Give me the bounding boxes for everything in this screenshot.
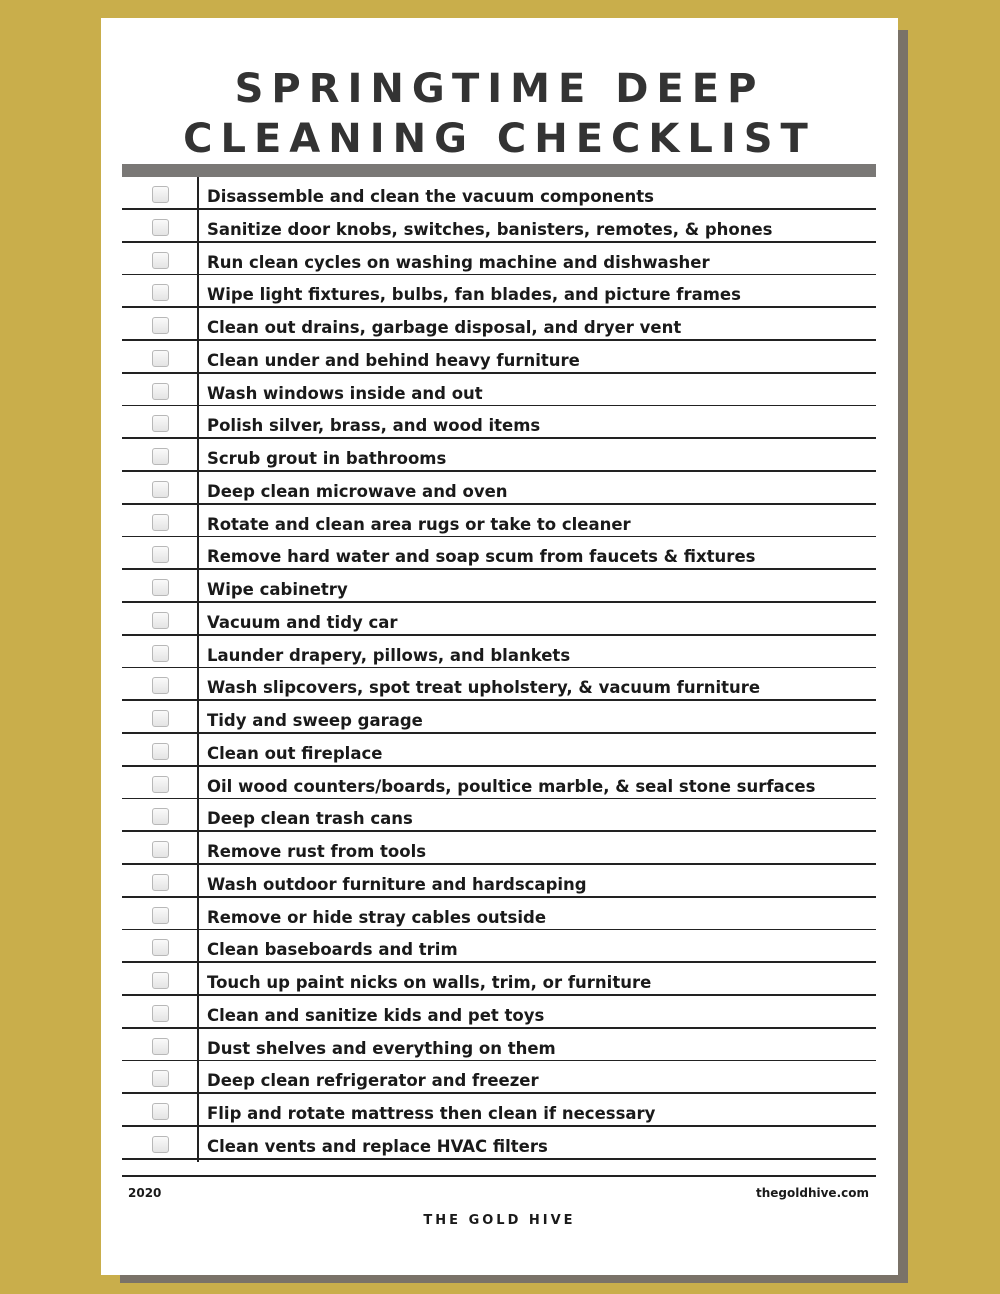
checklist-item-label: Rotate and clean area rugs or take to cleaner	[207, 514, 631, 534]
checklist-item	[122, 374, 876, 407]
checkbox[interactable]	[152, 1136, 169, 1153]
checklist-item	[122, 439, 876, 472]
checklist-item-label: Oil wood counters/boards, poultice marble, & seal stone surfaces	[207, 776, 816, 796]
checklist-item	[122, 406, 876, 439]
checkbox[interactable]	[152, 284, 169, 301]
checklist-item	[122, 505, 876, 538]
checkbox[interactable]	[152, 219, 169, 236]
checkbox[interactable]	[152, 383, 169, 400]
checklist-item-label: Deep clean refrigerator and freezer	[207, 1071, 539, 1091]
table-header-bar	[122, 164, 876, 177]
checkbox[interactable]	[152, 645, 169, 662]
checklist-item-label: Wash slipcovers, spot treat upholstery, & vacuum furniture	[207, 678, 761, 698]
checklist-item-label: Disassemble and clean the vacuum components	[207, 187, 654, 206]
checkbox[interactable]	[152, 841, 169, 858]
checklist-item	[122, 832, 876, 865]
checkbox[interactable]	[152, 448, 169, 465]
checklist-item-label: Launder drapery, pillows, and blankets	[207, 645, 571, 665]
checklist-item-label: Scrub grout in bathrooms	[207, 449, 447, 468]
checklist-item	[122, 537, 876, 570]
checklist-item	[122, 701, 876, 734]
checkbox[interactable]	[152, 677, 169, 694]
checklist-item	[122, 865, 876, 898]
checklist-item-label: Polish silver, brass, and wood items	[207, 416, 541, 436]
checklist-item	[122, 996, 876, 1029]
checkbox[interactable]	[152, 808, 169, 825]
row-rule	[122, 1158, 876, 1160]
checklist-item-label: Tidy and sweep garage	[207, 711, 423, 730]
checkbox[interactable]	[152, 186, 169, 203]
checkbox[interactable]	[152, 350, 169, 367]
checklist-item	[122, 603, 876, 636]
checklist-item	[122, 1061, 876, 1094]
footer-divider	[122, 1175, 876, 1177]
checklist-item-label: Clean baseboards and trim	[207, 940, 458, 960]
checklist-item	[122, 898, 876, 931]
checkbox[interactable]	[152, 776, 169, 793]
checklist-item-label: Remove hard water and soap scum from faucets & fixtures	[207, 547, 756, 567]
checkbox[interactable]	[152, 1005, 169, 1022]
checklist-item	[122, 1029, 876, 1062]
checklist-item-label: Clean out fireplace	[207, 743, 383, 763]
checklist-item	[122, 963, 876, 996]
checklist-item-label: Remove or hide stray cables outside	[207, 907, 547, 927]
checkbox[interactable]	[152, 1070, 169, 1087]
checklist-item-label: Clean out drains, garbage disposal, and dryer vent	[207, 318, 682, 337]
checkbox[interactable]	[152, 252, 169, 269]
checklist-item	[122, 243, 876, 276]
checklist-item-label: Wash windows inside and out	[207, 383, 483, 403]
checklist-item-label: Run clean cycles on washing machine and dishwasher	[207, 252, 710, 272]
checklist-item-label: Touch up paint nicks on walls, trim, or furniture	[207, 973, 652, 992]
checklist-item-label: Flip and rotate mattress then clean if necessary	[207, 1104, 656, 1123]
checklist-item-label: Wipe cabinetry	[207, 580, 348, 599]
footer-brand: THE GOLD HIVE	[423, 1213, 576, 1228]
checkbox[interactable]	[152, 874, 169, 891]
checklist-item	[122, 930, 876, 963]
checkbox[interactable]	[152, 317, 169, 334]
checkbox[interactable]	[152, 514, 169, 531]
checklist-item	[122, 308, 876, 341]
checklist-item	[122, 210, 876, 243]
page-title-line-1: SPRINGTIME DEEP	[234, 66, 765, 112]
checklist-page	[101, 18, 898, 1275]
checklist-item-label: Sanitize door knobs, switches, banisters, remotes, & phones	[207, 219, 773, 239]
checklist-item-label: Remove rust from tools	[207, 842, 427, 861]
checkbox[interactable]	[152, 481, 169, 498]
checklist-item-label: Deep clean trash cans	[207, 809, 413, 829]
checkbox[interactable]	[152, 415, 169, 432]
checkbox[interactable]	[152, 939, 169, 956]
checklist-item	[122, 636, 876, 669]
checklist-item-label: Clean and sanitize kids and pet toys	[207, 1005, 545, 1025]
checkbox[interactable]	[152, 743, 169, 760]
checklist-item-label: Vacuum and tidy car	[207, 612, 398, 632]
checkbox[interactable]	[152, 972, 169, 989]
checklist-item	[122, 799, 876, 832]
checklist-item-label: Clean vents and replace HVAC filters	[207, 1136, 548, 1156]
checklist-item	[122, 472, 876, 505]
checklist-item-label: Clean under and behind heavy furniture	[207, 350, 580, 370]
checkbox[interactable]	[152, 907, 169, 924]
checklist-item-label: Dust shelves and everything on them	[207, 1038, 556, 1058]
footer-website: thegoldhive.com	[756, 1186, 869, 1200]
checkbox[interactable]	[152, 546, 169, 563]
checklist-item	[122, 734, 876, 767]
checklist-item	[122, 177, 876, 210]
checklist-item	[122, 275, 876, 308]
checkbox[interactable]	[152, 1103, 169, 1120]
checklist	[122, 177, 876, 1160]
checklist-item	[122, 341, 876, 374]
checklist-item-label: Deep clean microwave and oven	[207, 481, 508, 501]
checklist-item	[122, 1094, 876, 1127]
checklist-item	[122, 668, 876, 701]
page-title-line-2: CLEANING CHECKLIST	[183, 116, 816, 162]
checkbox[interactable]	[152, 612, 169, 629]
footer-year: 2020	[128, 1186, 162, 1200]
checklist-item-label: Wipe light fixtures, bulbs, fan blades, and picture frames	[207, 285, 741, 305]
checklist-item	[122, 1127, 876, 1160]
checklist-item	[122, 570, 876, 603]
checkbox[interactable]	[152, 1038, 169, 1055]
checkbox[interactable]	[152, 710, 169, 727]
checklist-item-label: Wash outdoor furniture and hardscaping	[207, 874, 587, 894]
checklist-item	[122, 767, 876, 800]
checkbox[interactable]	[152, 579, 169, 596]
